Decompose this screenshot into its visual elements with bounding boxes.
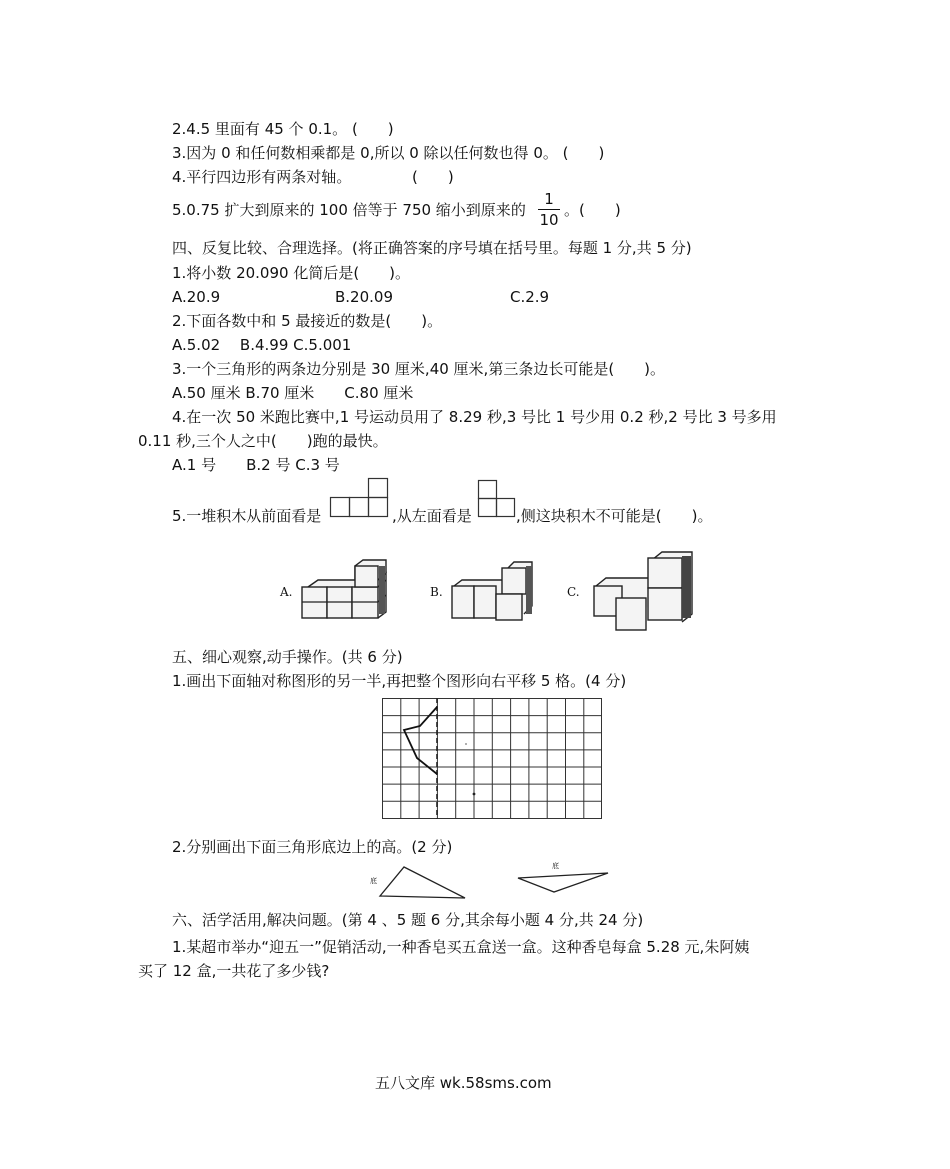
cube-option-a-figure (300, 560, 390, 622)
s4-q4-options: A.1 号 B.2 号 C.3 号 (172, 456, 340, 474)
s6-q1-line2: 买了 12 盒,一共花了多少钱? (138, 962, 330, 980)
judge-q5-fraction (538, 190, 560, 229)
left-view-figure (478, 480, 518, 518)
section6-heading: 六、活学活用,解决问题。(第 4 、5 题 6 分,其余每小题 4 分,共 24 分) (172, 911, 644, 929)
judge-q4-paren: ( ) (412, 168, 454, 186)
s4-q1-stem: 1.将小数 20.090 化简后是( )。 (172, 264, 411, 282)
cube-option-a-label: A. (280, 585, 293, 599)
s4-q1-option-a: A.20.9 (172, 288, 221, 306)
cube-option-b-label: B. (430, 585, 443, 599)
grid-drawing (382, 698, 604, 822)
s4-q4-stem-line2: 0.11 秒,三个人之中( )跑的最快。 (138, 432, 388, 450)
s6-q1-line1: 1.某超市举办“迎五一”促销活动,一种香皂买五盒送一盒。这种香皂每盒 5.28 元,朱阿姨 (172, 938, 750, 956)
judge-q3: 3.因为 0 和任何数相乘都是 0,所以 0 除以任何数也得 0。 ( ) (172, 144, 605, 162)
s5-q2-stem: 2.分别画出下面三角形底边上的高。(2 分) (172, 838, 453, 856)
s4-q5-part3: ,侧这块积木不可能是( )。 (516, 507, 713, 525)
judge-q2: 2.4.5 里面有 45 个 0.1。 ( ) (172, 120, 394, 138)
fraction-bar (538, 209, 560, 210)
s4-q2-options: A.5.02 B.4.99 C.5.001 (172, 336, 352, 354)
s4-q1-option-c: C.2.9 (510, 288, 550, 306)
s4-q1-option-b: B.20.09 (335, 288, 394, 306)
s4-q3-options: A.50 厘米 B.70 厘米 C.80 厘米 (172, 384, 414, 402)
fraction-numerator: 1 (544, 190, 554, 208)
triangle2-label: 底 (552, 862, 559, 870)
s4-q2-stem: 2.下面各数中和 5 最接近的数是( )。 (172, 312, 443, 330)
fraction-denominator: 10 (539, 211, 559, 229)
cube-option-c-label: C. (567, 585, 580, 599)
judge-q4-text: 4.平行四边形有两条对轴。 (172, 168, 352, 186)
triangle-2 (516, 864, 612, 896)
s5-q1-stem: 1.画出下面轴对称图形的另一半,再把整个图形向右平移 5 格。(4 分) (172, 672, 627, 690)
page-footer: 五八文库 wk.58sms.com (375, 1074, 552, 1092)
cube-option-b-figure (450, 556, 534, 622)
triangle-1 (358, 864, 468, 904)
triangle1-label: 底 (370, 877, 377, 885)
section5-heading: 五、细心观察,动手操作。(共 6 分) (172, 648, 403, 666)
s4-q5-part1: 5.一堆积木从前面看是 (172, 507, 322, 525)
s4-q4-stem-line1: 4.在一次 50 米跑比赛中,1 号运动员用了 8.29 秒,3 号比 1 号少用 0.2 秒,2 号比 3 号多用 (172, 408, 777, 426)
cube-option-c-figure (592, 550, 696, 634)
judge-q5-post: 。( ) (564, 201, 621, 219)
judge-q5-pre: 5.0.75 扩大到原来的 100 倍等于 750 缩小到原来的 (172, 201, 526, 219)
front-view-figure (330, 478, 390, 518)
s4-q3-stem: 3.一个三角形的两条边分别是 30 厘米,40 厘米,第三条边长可能是( )。 (172, 360, 666, 378)
section4-heading: 四、反复比较、合理选择。(将正确答案的序号填在括号里。每题 1 分,共 5 分) (172, 239, 692, 257)
s4-q5-part2: ,从左面看是 (392, 507, 472, 525)
